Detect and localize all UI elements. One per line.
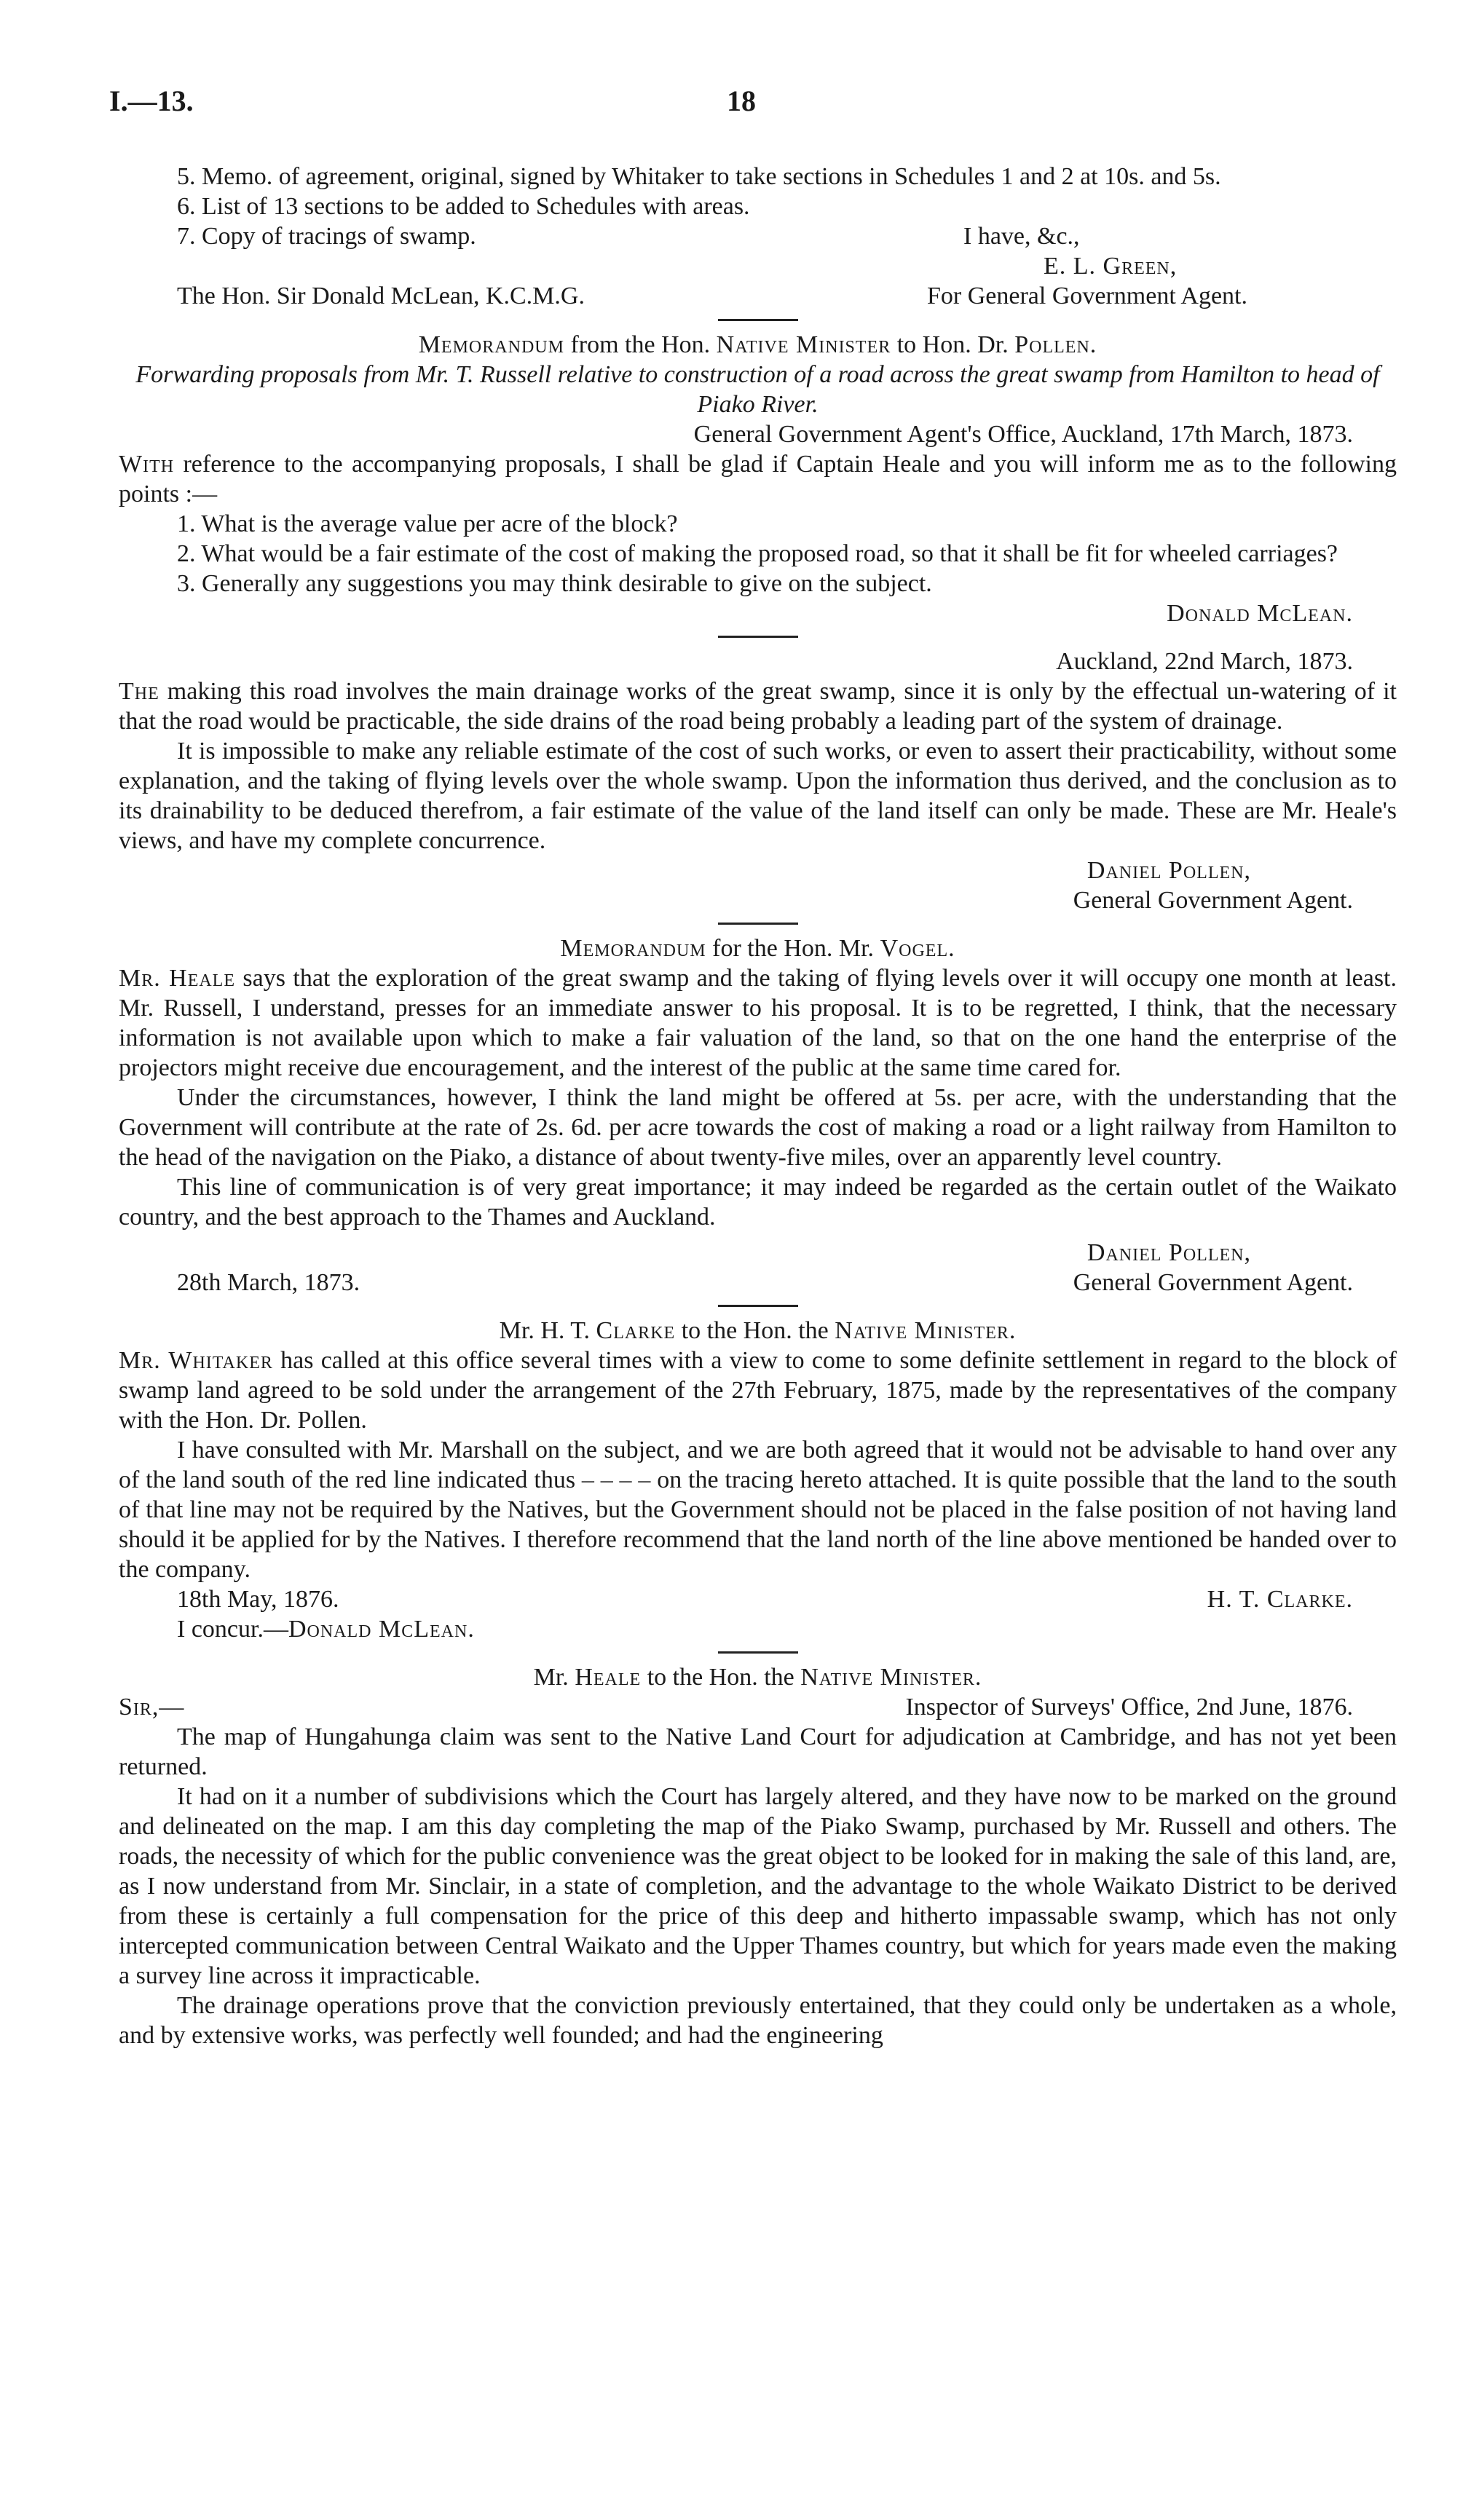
page-header	[109, 86, 1370, 122]
date-signature-row	[119, 1584, 1397, 1614]
memo-date: 18th May, 1876.	[177, 1586, 339, 1613]
memo-heading: Mr. Heale to the Hon. the Native Minister.	[533, 1664, 982, 1691]
dateline: General Government Agent's Office, Auckland, 17th March, 1873.	[693, 421, 1353, 448]
memo-heading: Memorandum from the Hon. Native Minister to Hon. Dr. Pollen.	[418, 331, 1097, 358]
salutation-row	[119, 1692, 1397, 1722]
memo-heading: Memorandum for the Hon. Mr. Vogel.	[560, 935, 955, 962]
memo-heading: Mr. H. T. Clarke to the Hon. the Native Minister.	[499, 1317, 1017, 1344]
paragraph: I have consulted with Mr. Marshall on the subject, and we are both agreed that it would not be advisable to hand over any of the land south of the red line indicated thus – – – – on the tracing hereto attached. It is quite possible that the land to the south of that line may not be required by the Natives, but the Government should not be placed in the false position of not having land should it be applied for by the Natives. I therefore recommend that the land north of the line above mentioned be handed over to the company.	[119, 1437, 1397, 1583]
dateline: Inspector of Surveys' Office, 2nd June, 1876.	[905, 1694, 1353, 1721]
section-divider	[718, 636, 798, 638]
salutation: Sir,—	[119, 1694, 185, 1721]
concurrence: I concur.—Donald McLean.	[177, 1616, 475, 1643]
paragraph: The map of Hungahunga claim was sent to the Native Land Court for adjudication at Cambridge, and has not yet been returned.	[119, 1723, 1397, 1780]
dateline: Auckland, 22nd March, 1873.	[1056, 648, 1353, 675]
paragraph: With reference to the accompanying proposals, I shall be glad if Captain Heale and you will inform me as to the following points :—	[119, 451, 1397, 507]
signature: Daniel Pollen,	[1086, 1239, 1251, 1266]
question-item: 3. Generally any suggestions you may think desirable to give on the subject.	[177, 570, 932, 597]
signature: Donald McLean.	[1167, 600, 1353, 627]
addressee: The Hon. Sir Donald McLean, K.C.M.G.	[177, 283, 585, 309]
section-divider	[718, 319, 798, 321]
document-body	[119, 162, 1397, 2050]
page-number: 18	[727, 84, 756, 117]
signatory-name: E. L. Green,	[1044, 253, 1178, 280]
closing: I have, &c.,	[963, 223, 1080, 250]
paragraph: The making this road involves the main drainage works of the great swamp, since it is only by the effectual un-watering of it that the road would be practicable, the side drains of the road being probably a leading part of the system of drainage.	[119, 678, 1397, 735]
section-divider	[718, 1305, 798, 1307]
signatory-title: For General Government Agent.	[927, 283, 1247, 309]
paragraph: It is impossible to make any reliable estimate of the cost of such works, or even to assert their practicability, without some explanation, and the taking of flying levels over the whole swamp. Upon the information thus derived, and the conclusion as to its drainability to be deduced therefrom, a fair estimate of the value of the land itself can only be made. These are Mr. Heale's views, and have my complete concurrence.	[119, 738, 1397, 854]
date-title-row	[119, 1268, 1397, 1297]
paragraph: The drainage operations prove that the conviction previously entertained, that they could only be undertaken as a whole, and by extensive works, was perfectly well founded; and had the engineering	[119, 1992, 1397, 2049]
letter-signature-block	[119, 221, 1397, 312]
question-item: 2. What would be a fair estimate of the cost of making the proposed road, so that it shall be fit for wheeled carriages?	[177, 540, 1338, 567]
enclosure-item: 7. Copy of tracings of swamp.	[177, 223, 476, 250]
section-divider	[718, 923, 798, 925]
paragraph: Mr. Whitaker has called at this office several times with a view to come to some definite settlement in regard to the block of swamp land agreed to be sold under the arrangement of the 27th February, 1875, made by the representatives of the company with the Hon. Dr. Pollen.	[119, 1347, 1397, 1434]
series-number: I.—13.	[109, 84, 194, 117]
signatory-title: General Government Agent.	[1073, 1269, 1353, 1296]
question-item: 1. What is the average value per acre of the block?	[177, 510, 678, 537]
paragraph: Mr. Heale says that the exploration of the great swamp and the taking of flying levels over it will occupy one month at least. Mr. Russell, I understand, presses for an immediate answer to his proposal. It is to be regretted, I think, that the necessary information is not available upon which to make a fair valuation of the land, so that on the one hand the enterprise of the projectors might receive due encouragement, and the interest of the public at the same time cared for.	[119, 965, 1397, 1081]
paragraph: It had on it a number of subdivisions which the Court has largely altered, and they have now to be marked on the ground and delineated on the map. I am this day completing the map of the Piako Swamp, purchased by Mr. Russell and others. The roads, the necessity of which for the public convenience was the great object to be looked for in making the sale of this land, are, as I now understand from Mr. Sinclair, in a state of completion, and the advantage to the whole Waikato District to be derived from these is certainly a full compensation for the price of this deep and hitherto impassable swamp, which has not only intercepted communication between Central Waikato and the Upper Thames country, but which for years made even the making a survey line across it impracticable.	[119, 1783, 1397, 1989]
signature: Daniel Pollen,	[1086, 857, 1251, 884]
enclosure-item: 6. List of 13 sections to be added to Schedules with areas.	[177, 193, 750, 220]
signatory-title: General Government Agent.	[1073, 887, 1353, 914]
paragraph: Under the circumstances, however, I think the land might be offered at 5s. per acre, with the understanding that the Government will contribute at the rate of 2s. 6d. per acre towards the cost of making a road or a light railway from Hamilton to the head of the navigation on the Piako, a distance of about twenty-five miles, over an apparently level country.	[119, 1084, 1397, 1171]
memo-subheading: Forwarding proposals from Mr. T. Russell relative to construction of a road across the great swamp from Hamilton to head of Piako River.	[135, 361, 1380, 418]
section-divider	[718, 1651, 798, 1654]
signature: H. T. Clarke.	[1207, 1586, 1353, 1613]
memo-date: 28th March, 1873.	[177, 1269, 360, 1296]
enclosure-item: 5. Memo. of agreement, original, signed by Whitaker to take sections in Schedules 1 and 2 at 10s. and 5s.	[177, 163, 1221, 190]
paragraph: This line of communication is of very great importance; it may indeed be regarded as the certain outlet of the Waikato country, and the best approach to the Thames and Auckland.	[119, 1174, 1397, 1231]
